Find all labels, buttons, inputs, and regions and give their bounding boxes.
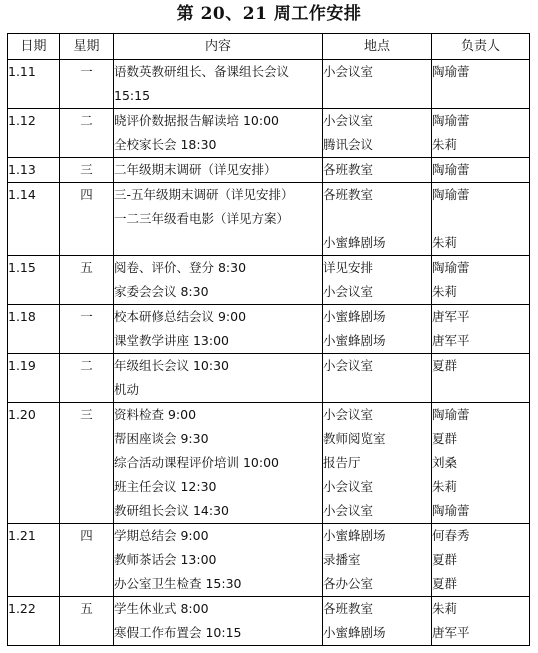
place-cell: [323, 597, 432, 646]
place-line: 各办公室: [323, 576, 374, 591]
content-line: 办公室卫生检查 15:30: [114, 576, 242, 591]
owner-line: 夏群: [432, 431, 458, 446]
owner-cell: [432, 524, 530, 597]
owner-line: 朱莉: [432, 479, 458, 494]
content-line: 年级组长会议 10:30: [114, 358, 229, 373]
place-line: [323, 378, 431, 402]
weekday-cell: 二: [60, 109, 114, 158]
header-weekday: 星期: [60, 34, 114, 60]
owner-cell: [432, 109, 530, 158]
date-cell: 1.12: [8, 109, 60, 158]
owner-line: 陶瑜蕾: [432, 113, 470, 128]
content-line: 学期总结会 9:00: [114, 528, 209, 543]
place-line: 小会议室: [323, 64, 374, 79]
place-cell: [323, 109, 432, 158]
table-row: [8, 183, 530, 256]
place-cell: [323, 403, 432, 524]
owner-line: 唐军平: [432, 625, 470, 640]
owner-line: 陶瑜蕾: [432, 187, 470, 202]
place-line: 小会议室: [323, 407, 374, 422]
owner-line: 何春秀: [432, 528, 470, 543]
date-cell: 1.20: [8, 403, 60, 524]
place-line: 各班教室: [323, 601, 374, 616]
place-cell: [323, 158, 432, 183]
owner-line: 陶瑜蕾: [432, 407, 470, 422]
owner-line: 陶瑜蕾: [432, 64, 470, 79]
header-owner: 负责人: [432, 34, 530, 60]
content-line: 帮困座谈会 9:30: [114, 431, 209, 446]
place-cell: [323, 524, 432, 597]
date-cell: 1.19: [8, 354, 60, 403]
header-content: 内容: [114, 34, 323, 60]
weekday-cell: 四: [60, 183, 114, 256]
owner-line: 夏群: [432, 358, 458, 373]
table-row: [8, 403, 530, 524]
owner-cell: [432, 597, 530, 646]
owner-line: 夏群: [432, 576, 458, 591]
place-line: 小蜜蜂剧场: [323, 333, 386, 348]
content-cell: [114, 256, 323, 305]
place-line: 小会议室: [323, 479, 374, 494]
owner-cell: [432, 403, 530, 524]
table-row: [8, 60, 530, 109]
place-line: 小会议室: [323, 358, 374, 373]
weekday-cell: 一: [60, 60, 114, 109]
place-line: 各班教室: [323, 187, 374, 202]
table-row: [8, 305, 530, 354]
date-cell: 1.22: [8, 597, 60, 646]
place-line: 小会议室: [323, 284, 374, 299]
place-cell: [323, 60, 432, 109]
place-line: 小蜜蜂剧场: [323, 528, 386, 543]
owner-line: 夏群: [432, 552, 458, 567]
place-cell: [323, 256, 432, 305]
date-cell: 1.14: [8, 183, 60, 256]
owner-line: 陶瑜蕾: [432, 260, 470, 275]
content-line: 教师茶话会 13:00: [114, 552, 217, 567]
content-line: 综合活动课程评价培训 10:00: [114, 455, 279, 470]
weekday-cell: 三: [60, 403, 114, 524]
content-cell: [114, 109, 323, 158]
table-row: [8, 524, 530, 597]
weekday-cell: 五: [60, 256, 114, 305]
owner-line: 朱莉: [432, 235, 458, 250]
table-row: [8, 354, 530, 403]
content-line: 班主任会议 12:30: [114, 479, 217, 494]
content-cell: [114, 597, 323, 646]
place-cell: [323, 183, 432, 256]
content-line: 二年级期末调研（详见安排）: [114, 162, 277, 177]
place-line: 各班教室: [323, 162, 374, 177]
content-line: 校本研修总结会议 9:00: [114, 309, 247, 324]
owner-line: 朱莉: [432, 284, 458, 299]
owner-line: [432, 207, 529, 231]
content-line: 教研组长会议 14:30: [114, 503, 229, 518]
content-cell: [114, 403, 323, 524]
schedule-table: [7, 33, 530, 646]
content-cell: [114, 60, 323, 109]
place-line: 录播室: [323, 552, 361, 567]
content-cell: [114, 183, 323, 256]
place-cell: [323, 354, 432, 403]
content-line: 语数英教研组长、备课组长会议 15:15: [114, 64, 290, 103]
place-line: 小会议室: [323, 113, 374, 128]
owner-line: 朱莉: [432, 601, 458, 616]
table-row: [8, 158, 530, 183]
weekday-cell: 三: [60, 158, 114, 183]
place-cell: [323, 305, 432, 354]
owner-cell: [432, 60, 530, 109]
place-line: 小蜜蜂剧场: [323, 235, 386, 250]
owner-line: 唐军平: [432, 309, 470, 324]
date-cell: 1.15: [8, 256, 60, 305]
header-date: 日期: [8, 34, 60, 60]
table-row: [8, 597, 530, 646]
place-line: 小会议室: [323, 503, 374, 518]
place-line: 腾讯会议: [323, 137, 374, 152]
content-line: 家委会会议 8:30: [114, 284, 209, 299]
owner-line: 陶瑜蕾: [432, 503, 470, 518]
owner-cell: [432, 305, 530, 354]
owner-line: 陶瑜蕾: [432, 162, 470, 177]
owner-cell: [432, 354, 530, 403]
table-row: [8, 256, 530, 305]
place-line: [323, 207, 431, 231]
content-line: 机动: [114, 382, 140, 397]
place-line: 详见安排: [323, 260, 374, 275]
table-row: [8, 109, 530, 158]
place-line: 小蜜蜂剧场: [323, 625, 386, 640]
content-line: 课堂教学讲座 13:00: [114, 333, 229, 348]
date-cell: 1.21: [8, 524, 60, 597]
content-line: 一二三年级看电影（详见方案）: [114, 211, 290, 226]
header-row: [8, 34, 530, 60]
weekday-cell: 一: [60, 305, 114, 354]
content-line: 学生休业式 8:00: [114, 601, 209, 616]
owner-line: 唐军平: [432, 333, 470, 348]
content-cell: [114, 158, 323, 183]
owner-cell: [432, 256, 530, 305]
content-line: 寒假工作布置会 10:15: [114, 625, 242, 640]
weekday-cell: 五: [60, 597, 114, 646]
place-line: 小蜜蜂剧场: [323, 309, 386, 324]
header-place: 地点: [323, 34, 432, 60]
weekday-cell: 二: [60, 354, 114, 403]
date-cell: 1.18: [8, 305, 60, 354]
date-cell: 1.11: [8, 60, 60, 109]
content-line: 资料检查 9:00: [114, 407, 197, 422]
owner-cell: [432, 183, 530, 256]
content-cell: [114, 305, 323, 354]
owner-line: 朱莉: [432, 137, 458, 152]
content-line: 全校家长会 18:30: [114, 137, 217, 152]
content-cell: [114, 524, 323, 597]
content-line: 晓评价数据报告解读培 10:00: [114, 113, 279, 128]
owner-line: [432, 378, 529, 402]
weekday-cell: 四: [60, 524, 114, 597]
content-line: 三-五年级期末调研（详见安排）: [114, 187, 294, 202]
content-cell: [114, 354, 323, 403]
page-title: 第 20、21 周工作安排: [176, 4, 362, 24]
place-line: 教师阅览室: [323, 431, 386, 446]
date-cell: 1.13: [8, 158, 60, 183]
content-line: 阅卷、评价、登分 8:30: [114, 260, 247, 275]
place-line: 报告厅: [323, 455, 361, 470]
owner-cell: [432, 158, 530, 183]
owner-line: 刘桑: [432, 455, 458, 470]
